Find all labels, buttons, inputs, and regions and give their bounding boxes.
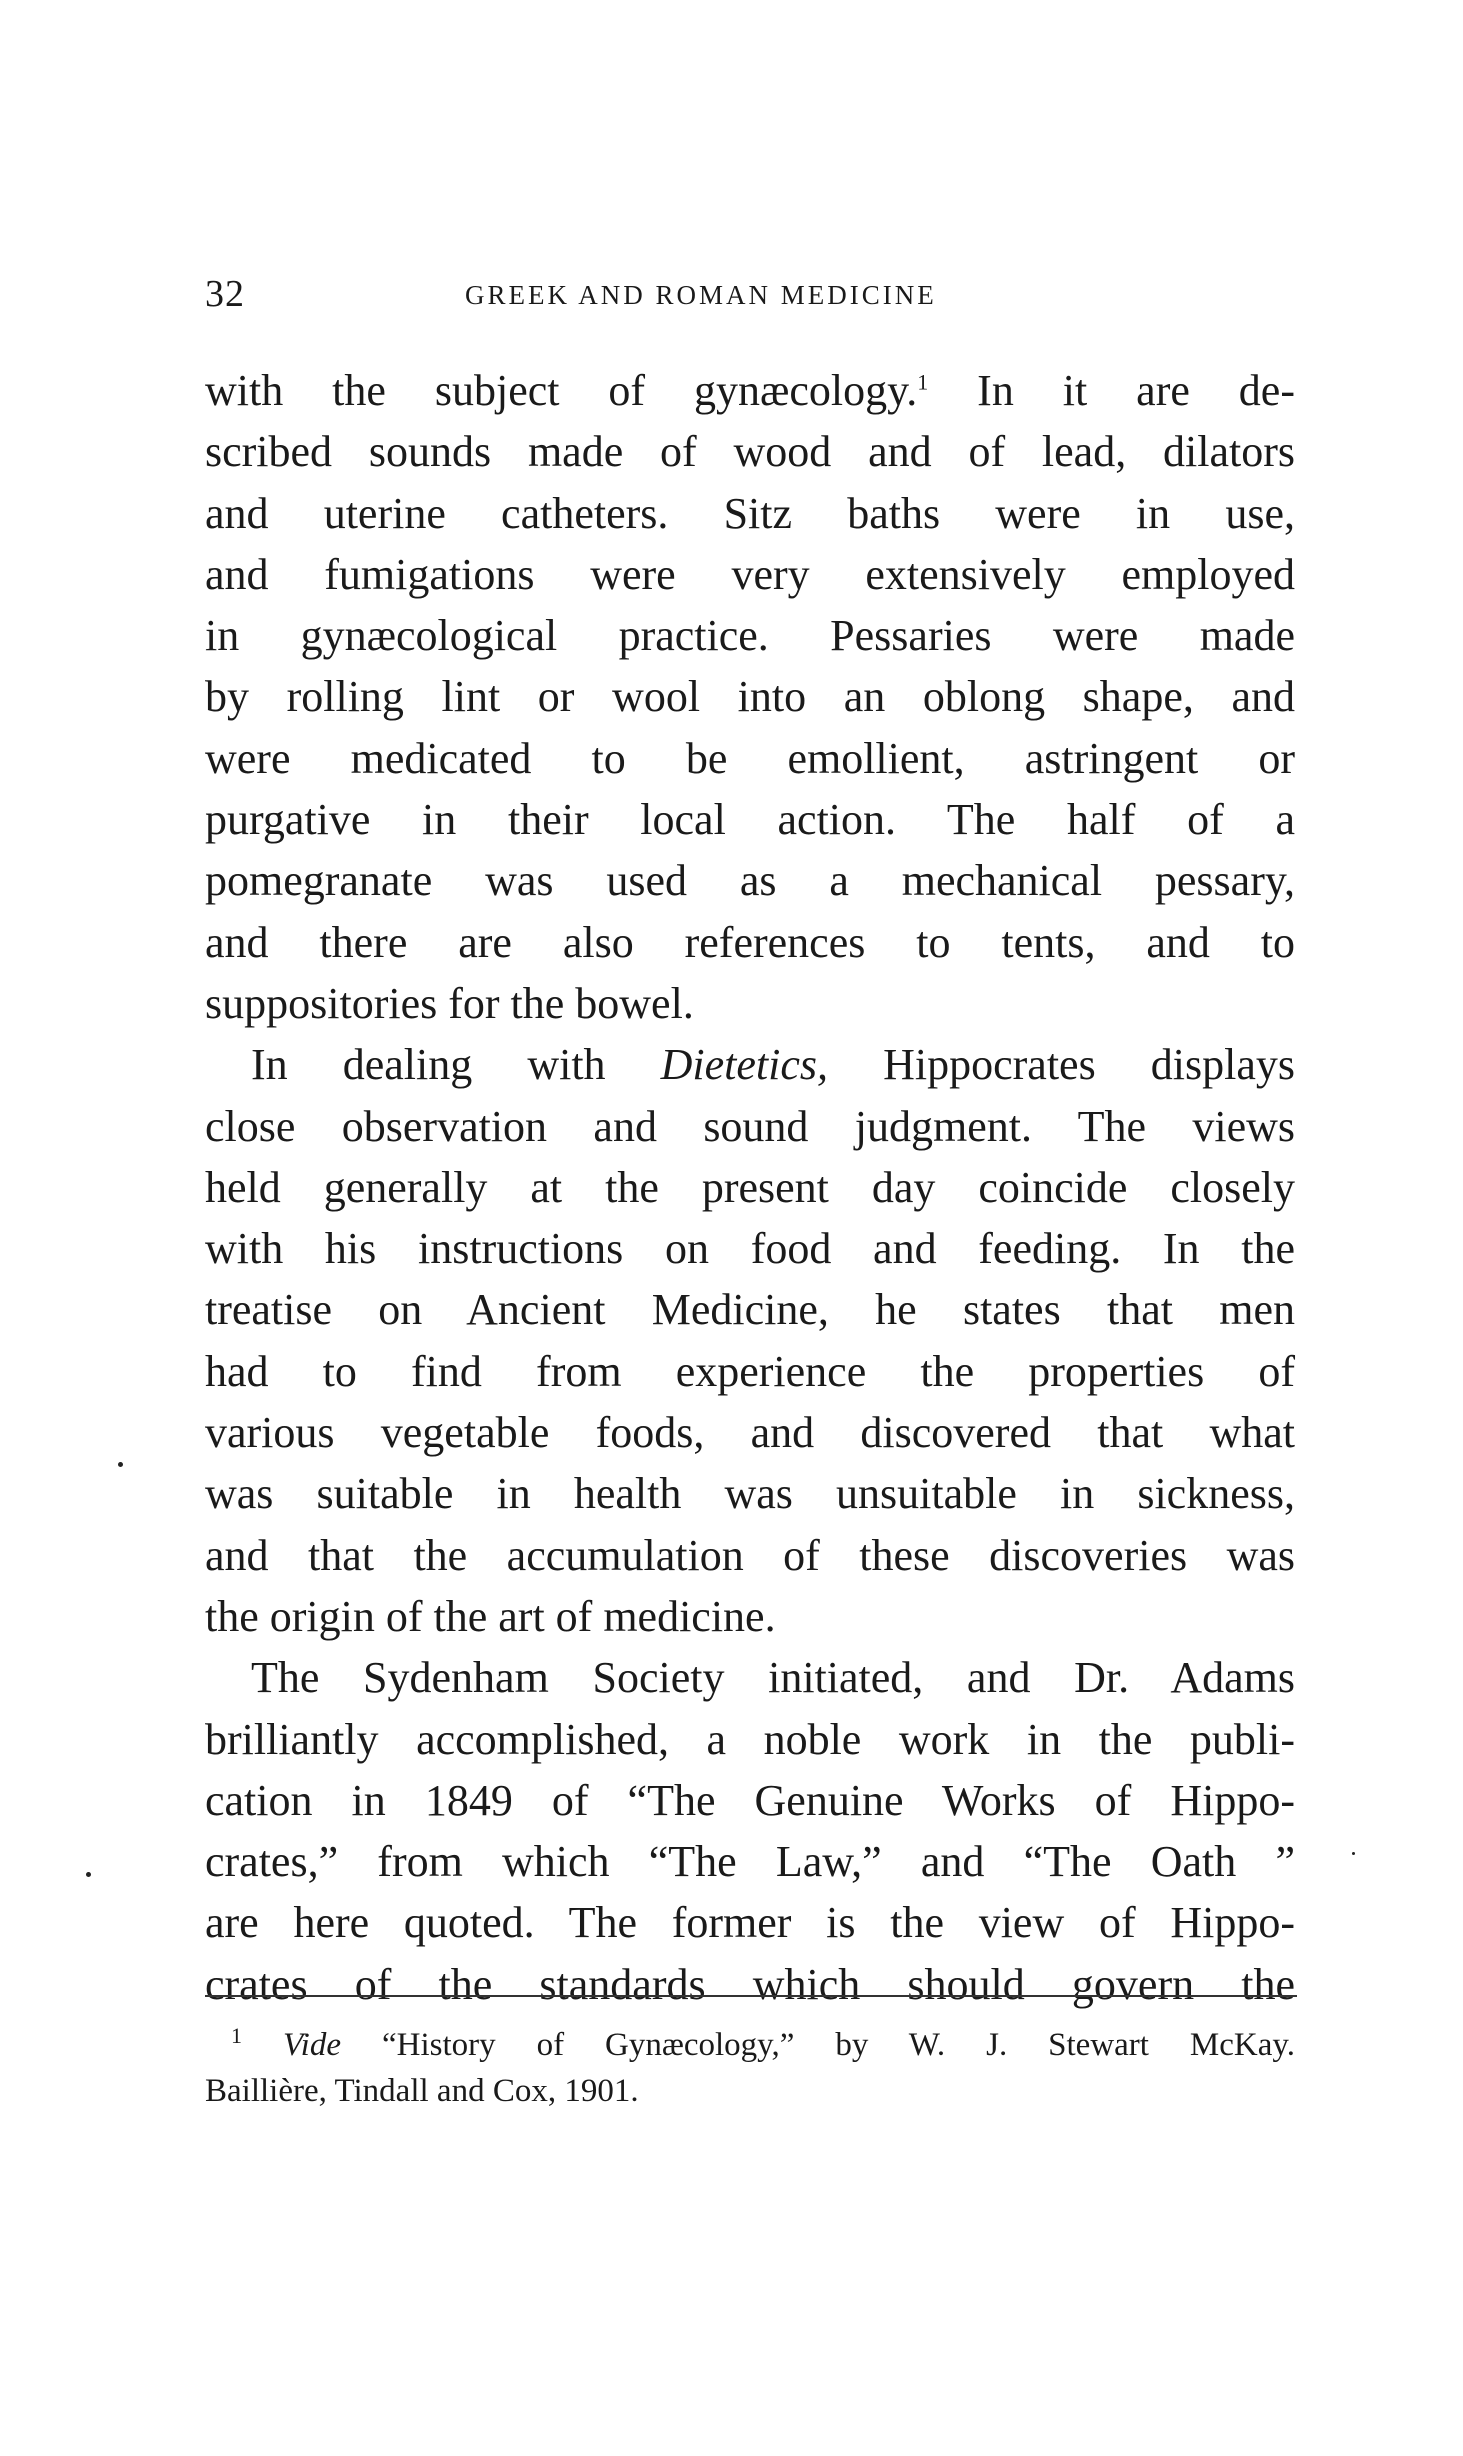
text-line: the origin of the art of medicine. — [205, 1591, 776, 1641]
text-line: are here quoted. The former is the view of Hippo- — [205, 1898, 1295, 1948]
text-line: by rolling lint or wool into an oblong shape, and — [205, 672, 1295, 722]
text-line: had to find from experience the properties of — [205, 1346, 1295, 1396]
text-line: brilliantly accomplished, a noble work in the publi- — [205, 1714, 1295, 1764]
scan-speck — [118, 1462, 123, 1467]
page-number: 32 — [205, 273, 245, 315]
text-line: The Sydenham Society initiated, and Dr. Adams — [251, 1653, 1295, 1703]
text-line: crates of the standards which should govern the — [205, 1959, 1295, 2009]
text-line: and fumigations were very extensively employed — [205, 549, 1295, 599]
text-line: was suitable in health was unsuitable in sickness, — [205, 1469, 1295, 1519]
text-line: pomegranate was used as a mechanical pessary, — [205, 856, 1295, 906]
text-line: and that the accumulation of these discoveries was — [205, 1530, 1295, 1580]
running-head — [205, 272, 1295, 315]
text-line: purgative in their local action. The half of a — [205, 795, 1295, 845]
footnote-italic: Vide — [282, 2027, 341, 2063]
scan-speck — [1352, 1852, 1355, 1855]
text-line: suppositories for the bowel. — [205, 978, 694, 1028]
text-line: with his instructions on food and feeding. In the — [205, 1224, 1295, 1274]
footnote-reference: 1 — [917, 369, 929, 395]
text-line: in gynæcological practice. Pessaries were made — [205, 611, 1295, 661]
paragraph-sydenham — [205, 1647, 1295, 2015]
footnote-text: “History of Gynæcology,” by W. J. Stewart McKay. — [341, 2027, 1295, 2063]
text-line: were medicated to be emollient, astringent or — [205, 733, 1295, 783]
text-line-start: In dealing with — [251, 1040, 661, 1090]
text-line: cation in 1849 of “The Genuine Works of Hippo- — [205, 1775, 1295, 1825]
running-head-title: GREEK AND ROMAN MEDICINE — [465, 280, 937, 310]
italic-term: Dietetics, — [660, 1040, 829, 1090]
text-line: crates,” from which “The Law,” and “The Oath ” — [205, 1837, 1295, 1887]
text-line — [205, 1034, 1295, 1095]
text-line — [205, 360, 1295, 421]
scan-speck — [86, 1872, 91, 1877]
paragraph-gynaecology — [205, 360, 1295, 1034]
text-line: and there are also references to tents, and to — [205, 917, 1295, 967]
text-line-end: In it are de- — [928, 366, 1295, 415]
body-text — [205, 360, 1295, 2015]
footnote-marker: 1 — [231, 2023, 242, 2048]
text-line: scribed sounds made of wood and of lead, dilators — [205, 427, 1295, 477]
text-line: and uterine catheters. Sitz baths were in use, — [205, 488, 1295, 538]
paragraph-dietetics — [205, 1034, 1295, 1647]
footnote-line: Baillière, Tindall and Cox, 1901. — [205, 2073, 639, 2109]
footnote-line — [205, 2022, 1295, 2068]
text-line: treatise on Ancient Medicine, he states that men — [205, 1285, 1295, 1335]
text-line-start: with the subject of gynæcology. — [205, 366, 918, 415]
text-line: close observation and sound judgment. The views — [205, 1101, 1295, 1151]
footnote — [205, 2022, 1295, 2114]
text-line: held generally at the present day coincide closely — [205, 1162, 1295, 1212]
text-line: various vegetable foods, and discovered that what — [205, 1408, 1295, 1458]
footnote-divider — [205, 1995, 1297, 1997]
text-line-end: Hippocrates displays — [828, 1040, 1296, 1090]
